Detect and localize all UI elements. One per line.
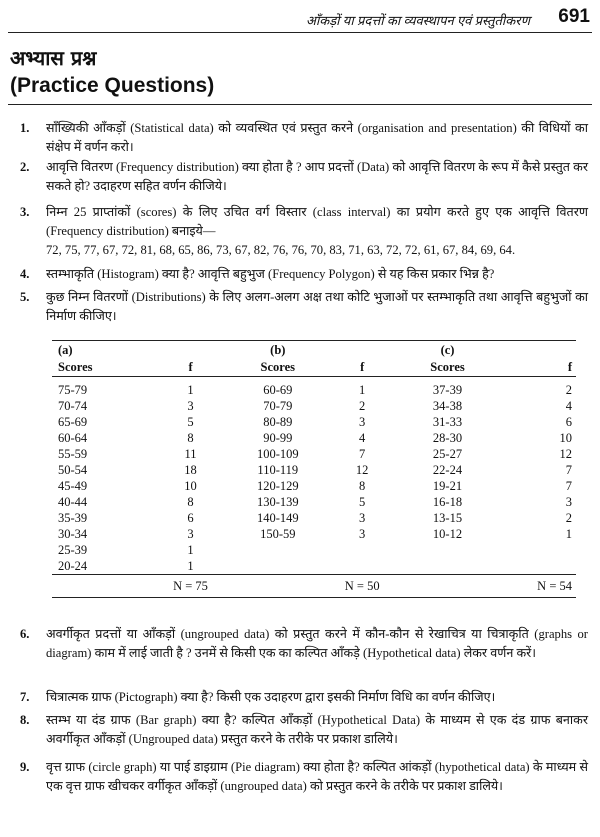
table-row xyxy=(52,542,576,558)
col-header-scores: Scores xyxy=(260,360,296,374)
freq-c-cell: 7 xyxy=(565,479,572,493)
freq-a-cell: 5 xyxy=(187,415,194,429)
freq-a-cell: 3 xyxy=(187,399,194,413)
question-text: अवर्गीकृत प्रदत्तों या आँकड़ों (ungrouped data) को प्रस्तुत करने में कौन-कौन से रेखाचित्र या चित्राकृति (graphs or diagram) काम में लाई जाती है ? उनमें से किसी एक का कल्पित आँकड़े (Hypothetical data) लेकर वर्णन करें। xyxy=(46,627,588,660)
section-title-hindi: अभ्यास प्रश्न xyxy=(10,46,97,70)
question-number: 2. xyxy=(20,160,30,174)
col-header-scores: Scores xyxy=(430,360,465,374)
freq-a-cell: 11 xyxy=(184,447,197,461)
scores-b-cell: 80-89 xyxy=(263,415,293,429)
question-9 xyxy=(20,758,588,796)
page-header xyxy=(8,6,592,33)
table-totals-row xyxy=(52,575,576,598)
question-3 xyxy=(20,203,588,260)
table-row xyxy=(52,526,576,542)
scores-b-cell: 70-79 xyxy=(263,399,293,413)
scores-a-cell: 40-44 xyxy=(58,495,88,509)
freq-b-cell: 5 xyxy=(359,495,366,509)
table-row xyxy=(52,446,576,462)
scores-b-cell: 90-99 xyxy=(263,431,293,445)
freq-a-cell: 1 xyxy=(187,543,194,557)
scores-b-cell: 110-119 xyxy=(257,463,299,477)
distribution-table xyxy=(52,340,576,598)
scores-a-cell: 45-49 xyxy=(58,479,88,493)
question-text: कुछ निम्न वितरणों (Distributions) के लिए अलग-अलग अक्ष तथा कोटि भुजाओं पर स्तम्भाकृति तथा आवृत्ति बहुभुजों का निर्माण कीजिए। xyxy=(46,290,588,323)
section-title-english: (Practice Questions) xyxy=(10,74,215,97)
scores-c-cell: 19-21 xyxy=(432,479,463,493)
scores-a-cell: 65-69 xyxy=(58,415,88,429)
freq-b-cell: 12 xyxy=(355,463,369,477)
scores-b-cell: 120-129 xyxy=(256,479,299,493)
question-text: चित्रात्मक ग्राफ (Pictograph) क्या है? किसी एक उदाहरण द्वारा इसकी निर्माण विधि का वर्णन कीजिए। xyxy=(46,690,496,704)
table-row xyxy=(52,462,576,478)
freq-c-cell: 6 xyxy=(565,415,572,429)
col-header-f: f xyxy=(188,360,193,374)
scores-c-cell: 25-27 xyxy=(432,447,463,461)
freq-c-cell: 1 xyxy=(565,527,572,541)
scores-c-cell: 10-12 xyxy=(432,527,463,541)
freq-a-cell: 10 xyxy=(184,479,197,493)
total-a: N = 75 xyxy=(173,579,208,593)
page-number: 691 xyxy=(558,6,590,27)
table-row xyxy=(52,377,576,399)
scores-c-cell: 34-38 xyxy=(432,399,463,413)
freq-b-cell xyxy=(323,558,401,575)
question-number: 7. xyxy=(20,690,30,704)
freq-b-cell: 1 xyxy=(359,383,366,397)
question-number: 5. xyxy=(20,290,30,304)
table-row xyxy=(52,398,576,414)
scores-c-cell: 16-18 xyxy=(432,495,463,509)
scores-a-cell: 60-64 xyxy=(58,431,88,445)
scores-c-cell: 13-15 xyxy=(432,511,463,525)
table-row xyxy=(52,414,576,430)
freq-a-cell: 8 xyxy=(187,495,194,509)
table-row xyxy=(52,510,576,526)
question-1 xyxy=(20,119,588,157)
freq-c-cell: 4 xyxy=(565,399,572,413)
freq-c-cell xyxy=(494,558,576,575)
freq-a-cell: 1 xyxy=(187,559,194,573)
freq-b-cell: 2 xyxy=(359,399,366,413)
scores-a-cell: 55-59 xyxy=(58,447,88,461)
scores-a-cell: 30-34 xyxy=(58,527,88,541)
table-body xyxy=(52,377,576,575)
scores-b-cell: 140-149 xyxy=(256,511,299,525)
col-header-f: f xyxy=(567,360,572,374)
table-column-header xyxy=(52,358,576,377)
question-number: 3. xyxy=(20,205,30,219)
scores-list: 72, 75, 77, 67, 72, 81, 68, 65, 86, 73, 67, 82, 76, 76, 70, 83, 71, 63, 72, 72, 61, 67, 84, 69, 64. xyxy=(46,243,516,257)
question-number: 1. xyxy=(20,121,30,135)
scores-a-cell: 35-39 xyxy=(58,511,88,525)
scores-a-cell: 20-24 xyxy=(58,559,88,573)
question-number: 8. xyxy=(20,713,30,727)
scores-a-cell: 70-74 xyxy=(58,399,88,413)
table-row xyxy=(52,494,576,510)
scores-b-cell xyxy=(233,558,323,575)
freq-c-cell: 7 xyxy=(565,463,572,477)
freq-a-cell: 3 xyxy=(187,527,194,541)
scores-c-cell xyxy=(401,558,493,575)
freq-b-cell xyxy=(323,542,401,558)
freq-b-cell: 8 xyxy=(359,479,366,493)
scores-b-cell: 100-109 xyxy=(256,447,299,461)
question-6 xyxy=(20,625,588,663)
scores-c-cell: 28-30 xyxy=(432,431,463,445)
freq-a-cell: 1 xyxy=(187,383,194,397)
scores-a-cell: 25-39 xyxy=(58,543,88,557)
group-label-a: (a) xyxy=(58,342,73,357)
group-label-b: (b) xyxy=(270,342,286,357)
total-b: N = 50 xyxy=(344,579,380,593)
scores-a-cell: 75-79 xyxy=(58,383,88,397)
col-header-scores: Scores xyxy=(58,360,93,374)
question-text: साँख्यिकी आँकड़ों (Statistical data) को व्यवस्थित एवं प्रस्तुत करने (organisation and presentation) की विधियों का संक्षेप में वर्णन करो। xyxy=(46,121,588,154)
freq-b-cell: 3 xyxy=(359,527,366,541)
scores-b-cell: 60-69 xyxy=(263,383,293,397)
question-5 xyxy=(20,288,588,326)
question-number: 4. xyxy=(20,267,30,281)
question-text: निम्न 25 प्राप्तांकों (scores) के लिए उचित वर्ग विस्तार (class interval) का प्रयोग करते हुए एक आवृत्ति वितरण (Frequency distribution) बनाइये— xyxy=(46,205,588,238)
question-8 xyxy=(20,711,588,749)
scores-c-cell: 31-33 xyxy=(432,415,463,429)
question-text: वृत्त ग्राफ (circle graph) या पाई डाइग्राम (Pie diagram) क्या होता है? कल्पित आंकड़ों (hypothetical data) के माध्यम से एक वृत्त ग्राफ खीचकर वर्गीकृत आँकड़ों (ungrouped data) को प्रस्तुत करने के तरीके पर प्रकाश डालिये। xyxy=(46,760,588,793)
group-label-c: (c) xyxy=(440,342,455,357)
freq-a-cell: 8 xyxy=(187,431,194,445)
running-title: आँकड़ों या प्रदत्तों का व्यवस्थापन एवं प्रस्तुतीकरण xyxy=(305,13,530,28)
question-4 xyxy=(20,265,588,284)
table-row xyxy=(52,558,576,575)
freq-a-cell: 6 xyxy=(187,511,194,525)
question-text: आवृत्ति वितरण (Frequency distribution) क्या होता है ? आप प्रदत्तों (Data) को आवृत्ति वितरण के रूप में कैसे प्रस्तुत कर सकते हो? उदाहरण सहित वर्णन कीजिये। xyxy=(46,160,588,193)
table-row xyxy=(52,430,576,446)
scores-a-cell: 50-54 xyxy=(58,463,88,477)
question-number: 6. xyxy=(20,627,30,641)
scores-c-cell xyxy=(401,542,493,558)
scores-c-cell: 22-24 xyxy=(432,463,463,477)
freq-b-cell: 4 xyxy=(359,431,366,445)
freq-c-cell xyxy=(494,542,576,558)
freq-c-cell: 12 xyxy=(559,447,572,461)
freq-a-cell: 18 xyxy=(184,463,197,477)
freq-b-cell: 3 xyxy=(359,511,366,525)
section-divider xyxy=(8,104,592,105)
total-c: N = 54 xyxy=(537,579,572,593)
freq-c-cell: 10 xyxy=(559,431,572,445)
question-2 xyxy=(20,158,588,196)
freq-b-cell: 3 xyxy=(359,415,366,429)
table-group-header xyxy=(52,341,576,359)
freq-c-cell: 2 xyxy=(565,383,572,397)
col-header-f: f xyxy=(360,360,365,374)
question-7 xyxy=(20,688,588,707)
scores-b-cell xyxy=(233,542,323,558)
freq-c-cell: 2 xyxy=(565,511,572,525)
scores-b-cell: 150-59 xyxy=(260,527,296,541)
question-text: स्तम्भ या दंड ग्राफ (Bar graph) क्या है? कल्पित आँकड़ों (Hypothetical Data) के माध्यम से एक दंड ग्राफ बनाकर अवर्गीकृत आँकड़ों (Ungrouped data) प्रस्तुत करने के तरीके पर प्रकाश डालिये। xyxy=(46,713,588,746)
question-text: स्तम्भाकृति (Histogram) क्या है? आवृत्ति बहुभुज (Frequency Polygon) से यह किस प्रकार भिन्न है? xyxy=(46,267,495,281)
table-row xyxy=(52,478,576,494)
question-number: 9. xyxy=(20,760,30,774)
scores-b-cell: 130-139 xyxy=(256,495,299,509)
scores-c-cell: 37-39 xyxy=(432,383,463,397)
freq-c-cell: 3 xyxy=(565,495,572,509)
freq-b-cell: 7 xyxy=(359,447,366,461)
